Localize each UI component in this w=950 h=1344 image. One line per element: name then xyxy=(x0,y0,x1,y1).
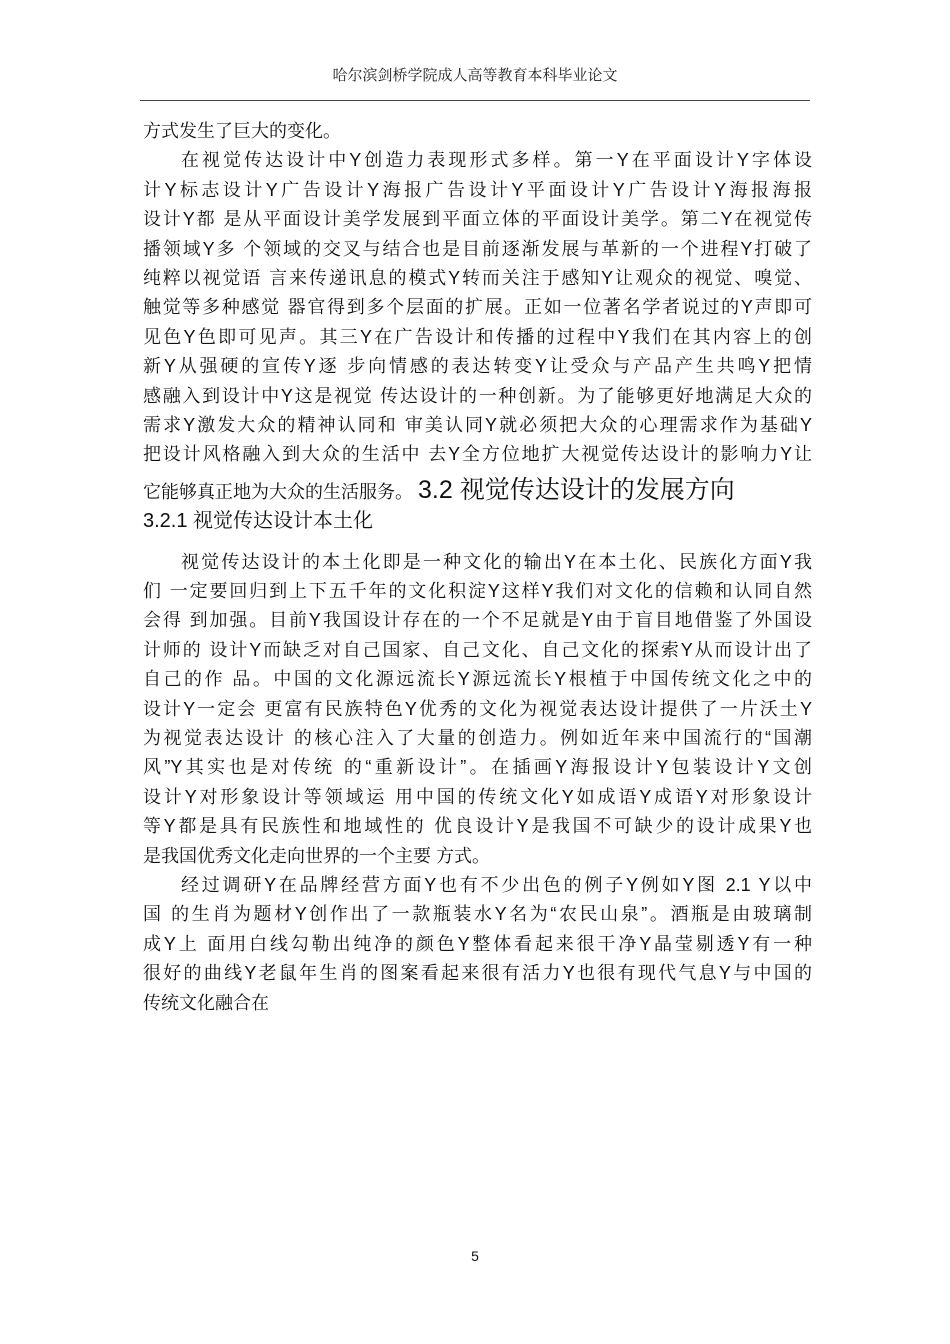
text-line: 触觉等多种感觉 器官得到多个层面的扩展。正如一位著名学者说过的Y声即可 xyxy=(143,297,812,318)
text-line: 传统文化融合在 xyxy=(143,992,269,1013)
text-line: 设计Y都 是从平面设计美学发展到平面立体的平面设计美学。第二Y在视觉传 xyxy=(143,209,812,230)
text-line: 设计Y对形象设计等领域运 用中国的传统文化Y如成语Y成语Y对形象设计 xyxy=(143,786,812,807)
mixed-line xyxy=(143,470,812,506)
page-number: 5 xyxy=(471,1248,479,1264)
text-line: 为视觉表达设计 的核心注入了大量的创造力。例如近年来中国流行的“国潮 xyxy=(143,728,812,749)
paragraph-2 xyxy=(143,548,812,871)
text-line: 很好的曲线Y老鼠年生肖的图案看起来很有活力Y也很有现代气息Y与中国的 xyxy=(143,963,812,984)
text-line: 视觉传达设计的本土化即是一种文化的输出Y在本土化、民族化方面Y我 xyxy=(181,551,812,572)
text-line: 自己的作 品。中国的文化源远流长Y源远流长Y根植于中国传统文化之中的 xyxy=(143,669,812,690)
text-line: 方式发生了巨大的变化。 xyxy=(143,121,341,141)
text-line: 计师的 设计Y而缺乏对自己国家、自己文化、自己文化的探索Y从而设计出了 xyxy=(143,639,812,660)
text-line: 经过调研Y在品牌经营方面Y也有不少出色的例子Y例如Y图 2.1 Y以中 xyxy=(181,874,812,895)
text-line: 等Y都是具有民族性和地域性的 优良设计Y是我国不可缺少的设计成果Y也 xyxy=(143,816,812,837)
text-line: 播领域Y多 个领域的交叉与结合也是目前逐渐发展与革新的一个进程Y打破了 xyxy=(143,238,812,259)
text-line: 见色Y色即可见声。其三Y在广告设计和传播的过程中Y我们在其内容上的创 xyxy=(143,326,812,347)
paragraph-3 xyxy=(143,871,812,1018)
paragraph-1 xyxy=(143,146,812,469)
subsection-heading: 3.2.1 视觉传达设计本土化 xyxy=(143,509,374,532)
document-body xyxy=(143,117,812,1018)
text-line: 计Y标志设计Y广告设计Y海报广告设计Y平面设计Y广告设计Y海报海报 xyxy=(143,179,812,200)
text-line: 纯粹以视觉语 言来传递讯息的模式Y转而关注于感知Y让观众的视觉、嗅觉、 xyxy=(143,267,812,288)
text-line: 成Y上 面用白线勾勒出纯净的颜色Y整体看起来很干净Y晶莹剔透Y有一种 xyxy=(143,933,812,954)
text-line: 需求Y激发大众的精神认同和 审美认同Y就必须把大众的心理需求作为基础Y xyxy=(143,414,812,435)
text-line: 新Y从强硬的宣传Y逐 步向情感的表达转变Y让受众与产品产生共鸣Y把情 xyxy=(143,356,812,377)
text-line: 感融入到设计中Y这是视觉 传达设计的一种创新。为了能够更好地满足大众的 xyxy=(143,385,812,406)
text-line: 会得 到加强。目前Y我国设计存在的一个不足就是Y由于盲目地借鉴了外国设 xyxy=(143,610,812,631)
header-rule xyxy=(140,100,810,101)
section-heading: 3.2 视觉传达设计的发展方向 xyxy=(418,475,735,504)
text-line: 在视觉传达设计中Y创造力表现形式多样。第一Y在平面设计Y字体设 xyxy=(181,150,812,171)
text-line: 它能够真正地为大众的生活服务。 xyxy=(143,481,413,502)
text-line: 国 的生肖为题材Y创作出了一款瓶装水Y名为“农民山泉”。酒瓶是由玻璃制 xyxy=(143,904,812,925)
text-line: 是我国优秀文化走向世界的一个主要 方式。 xyxy=(143,845,490,866)
text-line: 把设计风格融入到大众的生活中 去Y全方位地扩大视觉传达设计的影响力Y让 xyxy=(143,444,812,465)
text-line: 们 一定要回归到上下五千年的文化积淀Y这样Y我们对文化的信赖和认同自然 xyxy=(143,581,812,602)
running-header: 哈尔滨剑桥学院成人高等教育本科毕业论文 xyxy=(332,67,618,84)
text-line: 风”Y其实也是对传统 的“重新设计”。在插画Y海报设计Y包装设计Y文创 xyxy=(143,757,812,778)
text-line: 设计Y一定会 更富有民族特色Y优秀的文化为视觉表达设计提供了一片沃土Y xyxy=(143,698,812,719)
